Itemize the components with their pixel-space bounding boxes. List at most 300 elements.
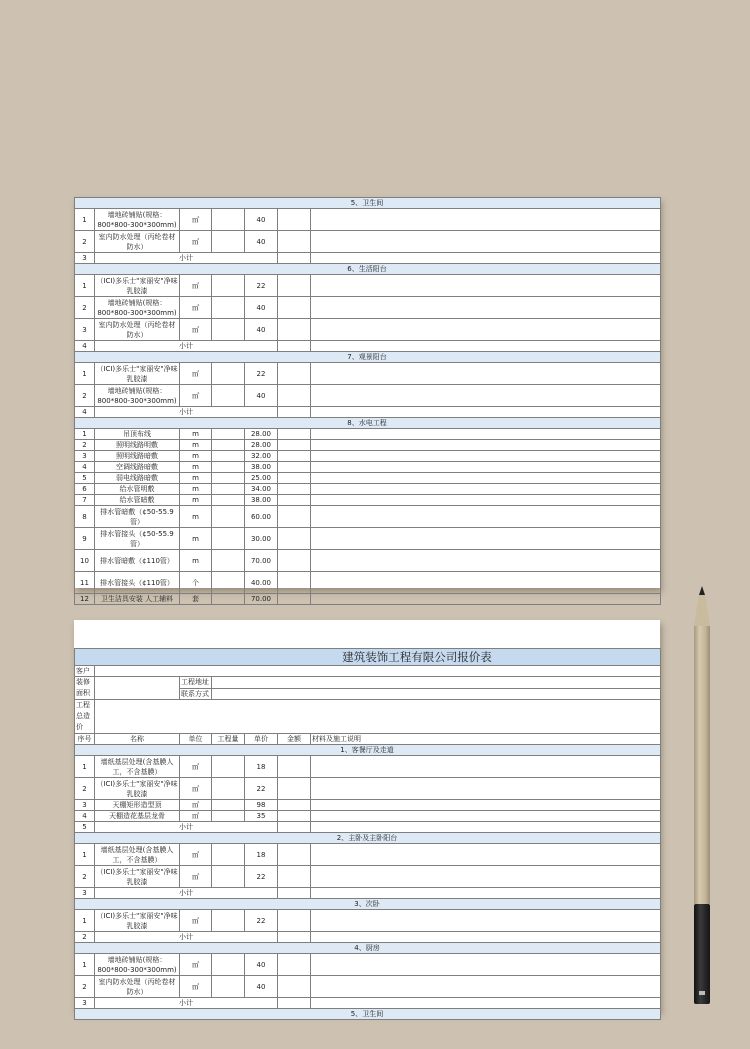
row-no: 8: [75, 506, 95, 528]
row-unit[interactable]: m: [180, 506, 212, 528]
subtotal-amount[interactable]: [278, 998, 311, 1009]
row-amount[interactable]: [278, 231, 311, 253]
row-no: 1: [75, 209, 95, 231]
row-note[interactable]: [311, 385, 661, 407]
row-price[interactable]: 22: [245, 866, 278, 888]
row-price[interactable]: 28.00: [245, 440, 278, 451]
table-row: [75, 429, 661, 440]
subtotal-no: 3: [75, 998, 95, 1009]
page-top-margin: [74, 620, 660, 648]
row-qty[interactable]: [212, 976, 245, 998]
row-price[interactable]: 22: [245, 363, 278, 385]
table-row: [75, 209, 661, 231]
row-price[interactable]: 98: [245, 800, 278, 811]
row-qty[interactable]: [212, 528, 245, 550]
row-no: 1: [75, 275, 95, 297]
contact-value[interactable]: [212, 688, 661, 700]
row-unit[interactable]: ㎡: [180, 800, 212, 811]
section-title: 8、水电工程: [75, 418, 661, 429]
row-unit[interactable]: ㎡: [180, 209, 212, 231]
row-unit[interactable]: ㎡: [180, 275, 212, 297]
row-price[interactable]: 70.00: [245, 594, 278, 605]
table-row: [75, 866, 661, 888]
table-row: [75, 484, 661, 495]
row-name[interactable]: 排水管接头（¢50-55.9管）: [95, 528, 180, 550]
row-note[interactable]: [311, 473, 661, 484]
row-no: 2: [75, 231, 95, 253]
subtotal-label: 小计: [95, 253, 278, 264]
table-row: [75, 275, 661, 297]
row-note[interactable]: [311, 528, 661, 550]
section-title: 6、生活阳台: [75, 264, 661, 275]
pencil-decoration: [692, 586, 712, 1008]
row-qty[interactable]: [212, 209, 245, 231]
row-price[interactable]: 38.00: [245, 462, 278, 473]
subtotal-row: [75, 822, 661, 833]
quote-sheet-page-2: [74, 197, 660, 603]
row-no: 1: [75, 429, 95, 440]
subtotal-row: [75, 932, 661, 943]
subtotal-note[interactable]: [311, 822, 661, 833]
subtotal-note[interactable]: [311, 253, 661, 264]
row-price[interactable]: 40: [245, 297, 278, 319]
row-unit[interactable]: m: [180, 484, 212, 495]
subtotal-label: 小计: [95, 341, 278, 352]
row-name[interactable]: 弱电线路暗敷: [95, 473, 180, 484]
row-name[interactable]: 空调线路暗敷: [95, 462, 180, 473]
subtotal-amount[interactable]: [278, 253, 311, 264]
row-price[interactable]: 32.00: [245, 451, 278, 462]
row-price[interactable]: 40: [245, 976, 278, 998]
row-amount[interactable]: [278, 954, 311, 976]
row-amount[interactable]: [278, 550, 311, 572]
row-note[interactable]: [311, 451, 661, 462]
row-note[interactable]: [311, 209, 661, 231]
row-note[interactable]: [311, 800, 661, 811]
row-amount[interactable]: [278, 319, 311, 341]
customer-label: 客户: [75, 666, 95, 677]
row-price[interactable]: 22: [245, 910, 278, 932]
row-unit[interactable]: m: [180, 550, 212, 572]
row-no: 11: [75, 572, 95, 594]
row-qty[interactable]: [212, 506, 245, 528]
sheet-title-cell: [75, 649, 661, 666]
subtotal-row: [75, 998, 661, 1009]
header-amount: 金额: [278, 734, 311, 745]
row-unit[interactable]: m: [180, 462, 212, 473]
row-qty[interactable]: [212, 910, 245, 932]
row-note[interactable]: [311, 275, 661, 297]
section-title: 5、卫生间: [75, 1009, 661, 1020]
row-amount[interactable]: [278, 495, 311, 506]
row-note[interactable]: [311, 594, 661, 605]
quote-sheet-page-1: [74, 620, 660, 1018]
row-unit[interactable]: ㎡: [180, 319, 212, 341]
area-label: 装修面积: [75, 677, 95, 700]
row-no: 4: [75, 462, 95, 473]
row-note[interactable]: [311, 495, 661, 506]
subtotal-note[interactable]: [311, 407, 661, 418]
row-qty[interactable]: [212, 811, 245, 822]
row-amount[interactable]: [278, 778, 311, 800]
total-cost-value[interactable]: [95, 700, 661, 734]
row-unit[interactable]: m: [180, 528, 212, 550]
subtotal-amount[interactable]: [278, 932, 311, 943]
row-unit[interactable]: ㎡: [180, 778, 212, 800]
row-qty[interactable]: [212, 473, 245, 484]
row-name[interactable]: 室内防水处理（丙纶卷材防水）: [95, 231, 180, 253]
section-header: [75, 745, 661, 756]
area-value[interactable]: [95, 677, 180, 700]
row-no: 2: [75, 385, 95, 407]
row-name[interactable]: 排水管暗敷（¢50-55.9管）: [95, 506, 180, 528]
row-note[interactable]: [311, 506, 661, 528]
header-qty: 工程量: [212, 734, 245, 745]
row-note[interactable]: [311, 844, 661, 866]
row-name[interactable]: 天棚造花基层龙骨: [95, 811, 180, 822]
row-no: 10: [75, 550, 95, 572]
section-header: [75, 352, 661, 363]
row-name[interactable]: （ICI)多乐士"家丽安"净味乳胶漆: [96, 364, 178, 383]
row-qty[interactable]: [212, 756, 245, 778]
row-amount[interactable]: [278, 976, 311, 998]
row-name[interactable]: 排水管暗敷（¢110管）: [95, 550, 180, 572]
row-note[interactable]: [311, 429, 661, 440]
table-row: [75, 550, 661, 572]
subtotal-row: [75, 253, 661, 264]
table-row: [75, 800, 661, 811]
table-row: [75, 297, 661, 319]
row-qty[interactable]: [212, 954, 245, 976]
row-amount[interactable]: [278, 756, 311, 778]
row-note[interactable]: [311, 319, 661, 341]
row-note[interactable]: [311, 550, 661, 572]
row-note[interactable]: [311, 231, 661, 253]
row-name[interactable]: （ICI)多乐士"家丽安"净味乳胶漆: [96, 867, 178, 886]
quote-table: [74, 648, 661, 1020]
row-unit[interactable]: ㎡: [180, 363, 212, 385]
row-amount[interactable]: [278, 844, 311, 866]
row-price[interactable]: 18: [245, 844, 278, 866]
table-row: [75, 363, 661, 385]
row-note[interactable]: [311, 484, 661, 495]
table-row: [75, 528, 661, 550]
subtotal-note[interactable]: [311, 888, 661, 899]
row-no: 2: [75, 440, 95, 451]
row-qty[interactable]: [212, 319, 245, 341]
subtotal-no: 4: [75, 341, 95, 352]
row-qty[interactable]: [212, 572, 245, 594]
subtotal-no: 3: [75, 253, 95, 264]
row-note[interactable]: [311, 440, 661, 451]
row-amount[interactable]: [278, 275, 311, 297]
table-row: [75, 495, 661, 506]
row-unit[interactable]: ㎡: [180, 866, 212, 888]
row-name[interactable]: 墙地砖铺贴(规格：800*800-300*300mm): [95, 209, 180, 231]
subtotal-row: [75, 341, 661, 352]
row-no: 2: [75, 866, 95, 888]
header-unit: 单位: [180, 734, 212, 745]
address-value[interactable]: [212, 677, 661, 689]
row-price[interactable]: 40.00: [245, 572, 278, 594]
row-amount[interactable]: [278, 594, 311, 605]
row-no: 7: [75, 495, 95, 506]
contact-label: 联系方式: [180, 688, 212, 700]
row-amount[interactable]: [278, 866, 311, 888]
row-no: 5: [75, 473, 95, 484]
row-name[interactable]: 墙地砖铺贴(规格：800*800-300*300mm): [95, 385, 180, 407]
subtotal-label: 小计: [95, 822, 278, 833]
row-no: 1: [75, 844, 95, 866]
row-note[interactable]: [311, 954, 661, 976]
row-name[interactable]: 墙地砖铺贴(规格：800*800-300*300mm): [95, 297, 180, 319]
row-no: 12: [75, 594, 95, 605]
row-no: 6: [75, 484, 95, 495]
row-amount[interactable]: [278, 209, 311, 231]
row-price[interactable]: 35: [245, 811, 278, 822]
row-qty[interactable]: [212, 231, 245, 253]
row-no: 2: [75, 778, 95, 800]
row-price[interactable]: 40: [245, 385, 278, 407]
section-title: 4、厨房: [75, 943, 661, 954]
table-row: [75, 319, 661, 341]
subtotal-note[interactable]: [311, 998, 661, 1009]
row-qty[interactable]: [212, 800, 245, 811]
subtotal-no: 3: [75, 888, 95, 899]
row-amount[interactable]: [278, 451, 311, 462]
row-price[interactable]: 22: [245, 275, 278, 297]
column-header-row: [75, 734, 661, 745]
row-name[interactable]: 排水管接头（¢110管）: [95, 572, 180, 594]
row-name[interactable]: 室内防水处理（丙纶卷材防水）: [95, 319, 180, 341]
section-title: 3、次卧: [75, 899, 661, 910]
table-row: [75, 440, 661, 451]
row-name[interactable]: （ICI)多乐士"家丽安"净味乳胶漆: [96, 276, 178, 295]
row-amount[interactable]: [278, 811, 311, 822]
subtotal-no: 4: [75, 407, 95, 418]
row-amount[interactable]: [278, 528, 311, 550]
row-amount[interactable]: [278, 297, 311, 319]
row-unit[interactable]: ㎡: [180, 231, 212, 253]
table-row: [75, 473, 661, 484]
row-amount[interactable]: [278, 429, 311, 440]
row-unit[interactable]: ㎡: [180, 811, 212, 822]
row-qty[interactable]: [212, 297, 245, 319]
row-name[interactable]: 天棚矩形造型顶: [95, 800, 180, 811]
total-cost-row: [75, 700, 661, 734]
row-name[interactable]: 照明线路暗敷: [95, 451, 180, 462]
row-unit[interactable]: 个: [180, 572, 212, 594]
header-note: 材料及施工说明: [311, 734, 661, 745]
row-unit[interactable]: ㎡: [180, 297, 212, 319]
row-unit[interactable]: m: [180, 495, 212, 506]
row-unit[interactable]: m: [180, 440, 212, 451]
section-header: [75, 418, 661, 429]
row-qty[interactable]: [212, 550, 245, 572]
row-amount[interactable]: [278, 385, 311, 407]
row-price[interactable]: 40: [245, 209, 278, 231]
subtotal-label: 小计: [95, 888, 278, 899]
row-price[interactable]: 40: [245, 954, 278, 976]
row-no: 3: [75, 451, 95, 462]
row-amount[interactable]: [278, 440, 311, 451]
subtotal-row: [75, 888, 661, 899]
total-cost-label: 工程总造价: [75, 700, 95, 734]
row-qty[interactable]: [212, 495, 245, 506]
row-unit[interactable]: ㎡: [180, 954, 212, 976]
row-price[interactable]: 60.00: [245, 506, 278, 528]
row-note[interactable]: [311, 910, 661, 932]
row-qty[interactable]: [212, 451, 245, 462]
row-price[interactable]: 40: [245, 231, 278, 253]
row-unit[interactable]: ㎡: [180, 844, 212, 866]
row-no: 2: [75, 976, 95, 998]
row-note[interactable]: [311, 572, 661, 594]
row-no: 1: [75, 756, 95, 778]
row-name[interactable]: 室内防水处理（丙纶卷材防水）: [95, 976, 180, 998]
row-amount[interactable]: [278, 910, 311, 932]
section-title: 1、客餐厅及走道: [75, 745, 661, 756]
row-name[interactable]: 墙纸基层处理(含基膜人工，不含基膜）: [95, 756, 180, 778]
section-title: 5、卫生间: [75, 198, 661, 209]
row-amount[interactable]: [278, 572, 311, 594]
row-no: 3: [75, 800, 95, 811]
row-qty[interactable]: [212, 484, 245, 495]
header-no: 序号: [75, 734, 95, 745]
row-name[interactable]: 卫生洁具安装 人工辅料: [95, 594, 180, 605]
row-no: 1: [75, 954, 95, 976]
row-amount[interactable]: [278, 506, 311, 528]
subtotal-label: 小计: [95, 932, 278, 943]
customer-row: [75, 666, 661, 677]
subtotal-note[interactable]: [311, 341, 661, 352]
row-qty[interactable]: [212, 429, 245, 440]
row-no: 9: [75, 528, 95, 550]
row-amount[interactable]: [278, 473, 311, 484]
address-label: 工程地址: [180, 677, 212, 689]
row-note[interactable]: [311, 811, 661, 822]
row-name[interactable]: （ICI)多乐士"家丽安"净味乳胶漆: [96, 779, 178, 798]
row-amount[interactable]: [278, 363, 311, 385]
subtotal-amount[interactable]: [278, 407, 311, 418]
subtotal-label: 小计: [95, 998, 278, 1009]
area-address-row: [75, 677, 661, 689]
row-amount[interactable]: [278, 800, 311, 811]
section-header: [75, 899, 661, 910]
row-note[interactable]: [311, 778, 661, 800]
row-unit[interactable]: ㎡: [180, 910, 212, 932]
row-unit[interactable]: m: [180, 451, 212, 462]
row-price[interactable]: 22: [245, 778, 278, 800]
row-no: 3: [75, 319, 95, 341]
row-qty[interactable]: [212, 844, 245, 866]
row-no: 4: [75, 811, 95, 822]
row-name[interactable]: 给水管明敷: [95, 484, 180, 495]
subtotal-amount[interactable]: [278, 822, 311, 833]
row-note[interactable]: [311, 756, 661, 778]
row-name[interactable]: 照明线路明敷: [95, 440, 180, 451]
row-note[interactable]: [311, 866, 661, 888]
subtotal-no: 5: [75, 822, 95, 833]
table-row: [75, 594, 661, 605]
table-row: [75, 844, 661, 866]
table-row: [75, 451, 661, 462]
row-price[interactable]: 30.00: [245, 528, 278, 550]
row-price[interactable]: 38.00: [245, 495, 278, 506]
row-unit[interactable]: m: [180, 473, 212, 484]
row-note[interactable]: [311, 363, 661, 385]
row-price[interactable]: 25.00: [245, 473, 278, 484]
subtotal-note[interactable]: [311, 932, 661, 943]
table-row: [75, 778, 661, 800]
subtotal-amount[interactable]: [278, 888, 311, 899]
row-note[interactable]: [311, 297, 661, 319]
row-name[interactable]: 吊顶布线: [95, 429, 180, 440]
subtotal-amount[interactable]: [278, 341, 311, 352]
row-note[interactable]: [311, 976, 661, 998]
row-unit[interactable]: 套: [180, 594, 212, 605]
header-name: 名称: [95, 734, 180, 745]
row-name[interactable]: 墙地砖铺贴(规格：800*800-300*300mm): [95, 954, 180, 976]
subtotal-row: [75, 407, 661, 418]
row-qty[interactable]: [212, 594, 245, 605]
row-unit[interactable]: ㎡: [180, 385, 212, 407]
row-qty[interactable]: [212, 778, 245, 800]
subtotal-label: 小计: [95, 407, 278, 418]
table-row: [75, 462, 661, 473]
row-unit[interactable]: ㎡: [180, 756, 212, 778]
customer-value[interactable]: [95, 666, 661, 677]
table-row: [75, 756, 661, 778]
row-name[interactable]: 给水管暗敷: [95, 495, 180, 506]
row-price[interactable]: 34.00: [245, 484, 278, 495]
header-price: 单价: [245, 734, 278, 745]
row-qty[interactable]: [212, 363, 245, 385]
row-unit[interactable]: ㎡: [180, 976, 212, 998]
table-row: [75, 506, 661, 528]
row-qty[interactable]: [212, 440, 245, 451]
row-qty[interactable]: [212, 275, 245, 297]
row-qty[interactable]: [212, 866, 245, 888]
row-name[interactable]: 墙纸基层处理(含基膜人工，不含基膜）: [95, 844, 180, 866]
row-qty[interactable]: [212, 385, 245, 407]
row-no: 1: [75, 910, 95, 932]
row-note[interactable]: [311, 462, 661, 473]
row-name[interactable]: （ICI)多乐士"家丽安"净味乳胶漆: [96, 911, 178, 930]
table-row: [75, 572, 661, 594]
sheet-title: 建筑装饰工程有限公司报价表: [342, 649, 492, 664]
row-price[interactable]: 28.00: [245, 429, 278, 440]
section-header: [75, 264, 661, 275]
quote-table-continued: [74, 197, 661, 605]
row-amount[interactable]: [278, 484, 311, 495]
row-price[interactable]: 40: [245, 319, 278, 341]
section-title: 2、主卧及主卧阳台: [75, 833, 661, 844]
row-unit[interactable]: m: [180, 429, 212, 440]
row-price[interactable]: 70.00: [245, 550, 278, 572]
section-title: 7、观景阳台: [75, 352, 661, 363]
row-qty[interactable]: [212, 462, 245, 473]
section-header: [75, 198, 661, 209]
section-header: [75, 1009, 661, 1020]
row-amount[interactable]: [278, 462, 311, 473]
table-row: [75, 954, 661, 976]
table-row: [75, 811, 661, 822]
section-header: [75, 833, 661, 844]
title-row: [75, 649, 661, 666]
table-row: [75, 910, 661, 932]
row-price[interactable]: 18: [245, 756, 278, 778]
